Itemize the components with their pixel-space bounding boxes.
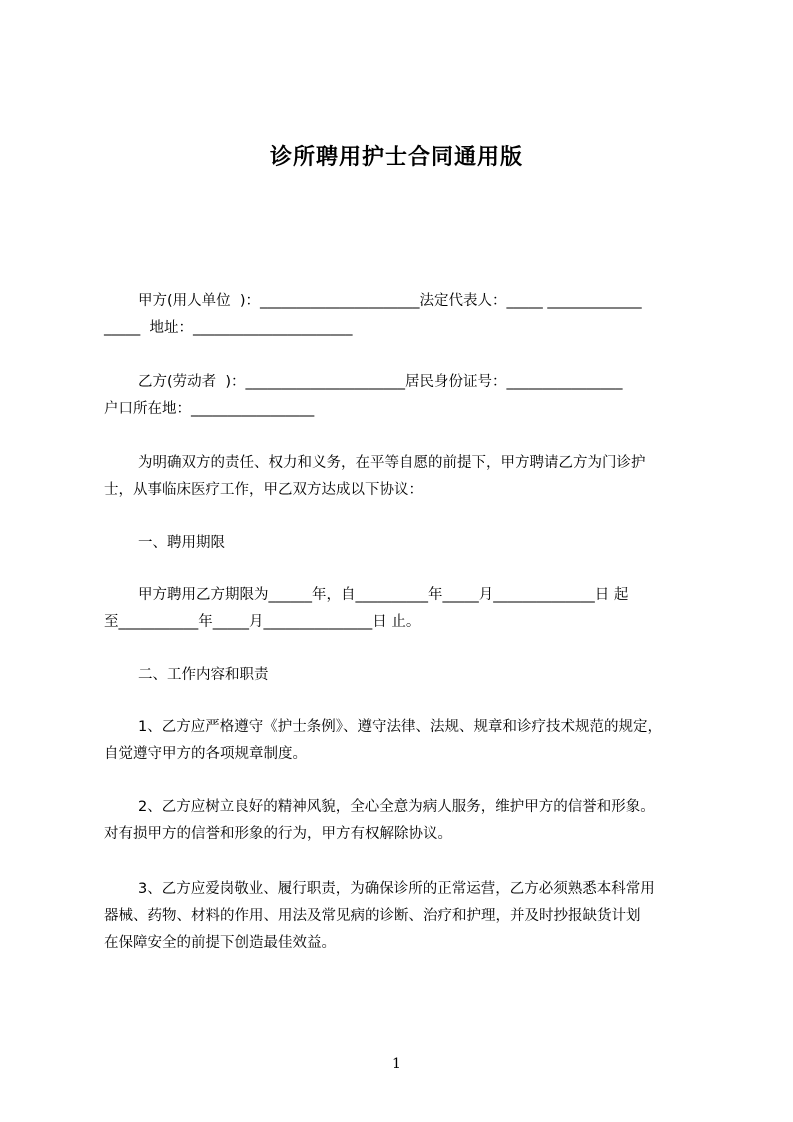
section-heading-duties: 二、工作内容和职责	[138, 667, 269, 683]
clause-3-line-3: 在保障安全的前提下创造最佳效益。	[104, 935, 336, 951]
party-b-line-2: 户口所在地：_________________	[104, 401, 315, 417]
page-number: 1	[392, 1056, 401, 1072]
clause-1-line-1: 1、乙方应严格遵守《护士条例》、遵守法律、法规、规章和诊疗技术规范的规定，	[138, 719, 662, 735]
clause-3-line-1: 3、乙方应爱岗敬业、履行职责，为确保诊所的正常运营，乙方必须熟悉本科常用	[138, 881, 655, 897]
party-b-line-1: 乙方(劳动者 )：______________________居民身份证号：________________	[138, 374, 623, 390]
clause-2-line-2: 对有损甲方的信誉和形象的行为，甲方有权解除协议。	[104, 826, 452, 842]
term-line-1: 甲方聘用乙方期限为______年，自__________年_____月______________日 起	[138, 587, 629, 603]
term-line-2: 至___________年_____月_______________日 止。	[104, 614, 421, 630]
section-heading-term: 一、聘用期限	[138, 535, 225, 551]
preamble-line-1: 为明确双方的责任、权力和义务，在平等自愿的前提下，甲方聘请乙方为门诊护	[138, 455, 646, 471]
preamble-line-2: 士，从事临床医疗工作，甲乙双方达成以下协议：	[104, 482, 423, 498]
clause-3-line-2: 器械、药物、材料的作用、用法及常见病的诊断、治疗和护理，并及时抄报缺货计划	[104, 908, 641, 924]
document-title: 诊所聘用护士合同通用版	[269, 145, 523, 170]
clause-2-line-1: 2、乙方应树立良好的精神风貌，全心全意为病人服务，维护甲方的信誉和形象。	[138, 799, 655, 815]
party-a-line-1: 甲方(用人单位 )：______________________法定代表人：_____ _____________	[138, 293, 642, 309]
party-a-line-2: _____ 地址：______________________	[104, 320, 353, 336]
clause-1-line-2: 自觉遵守甲方的各项规章制度。	[104, 746, 307, 762]
